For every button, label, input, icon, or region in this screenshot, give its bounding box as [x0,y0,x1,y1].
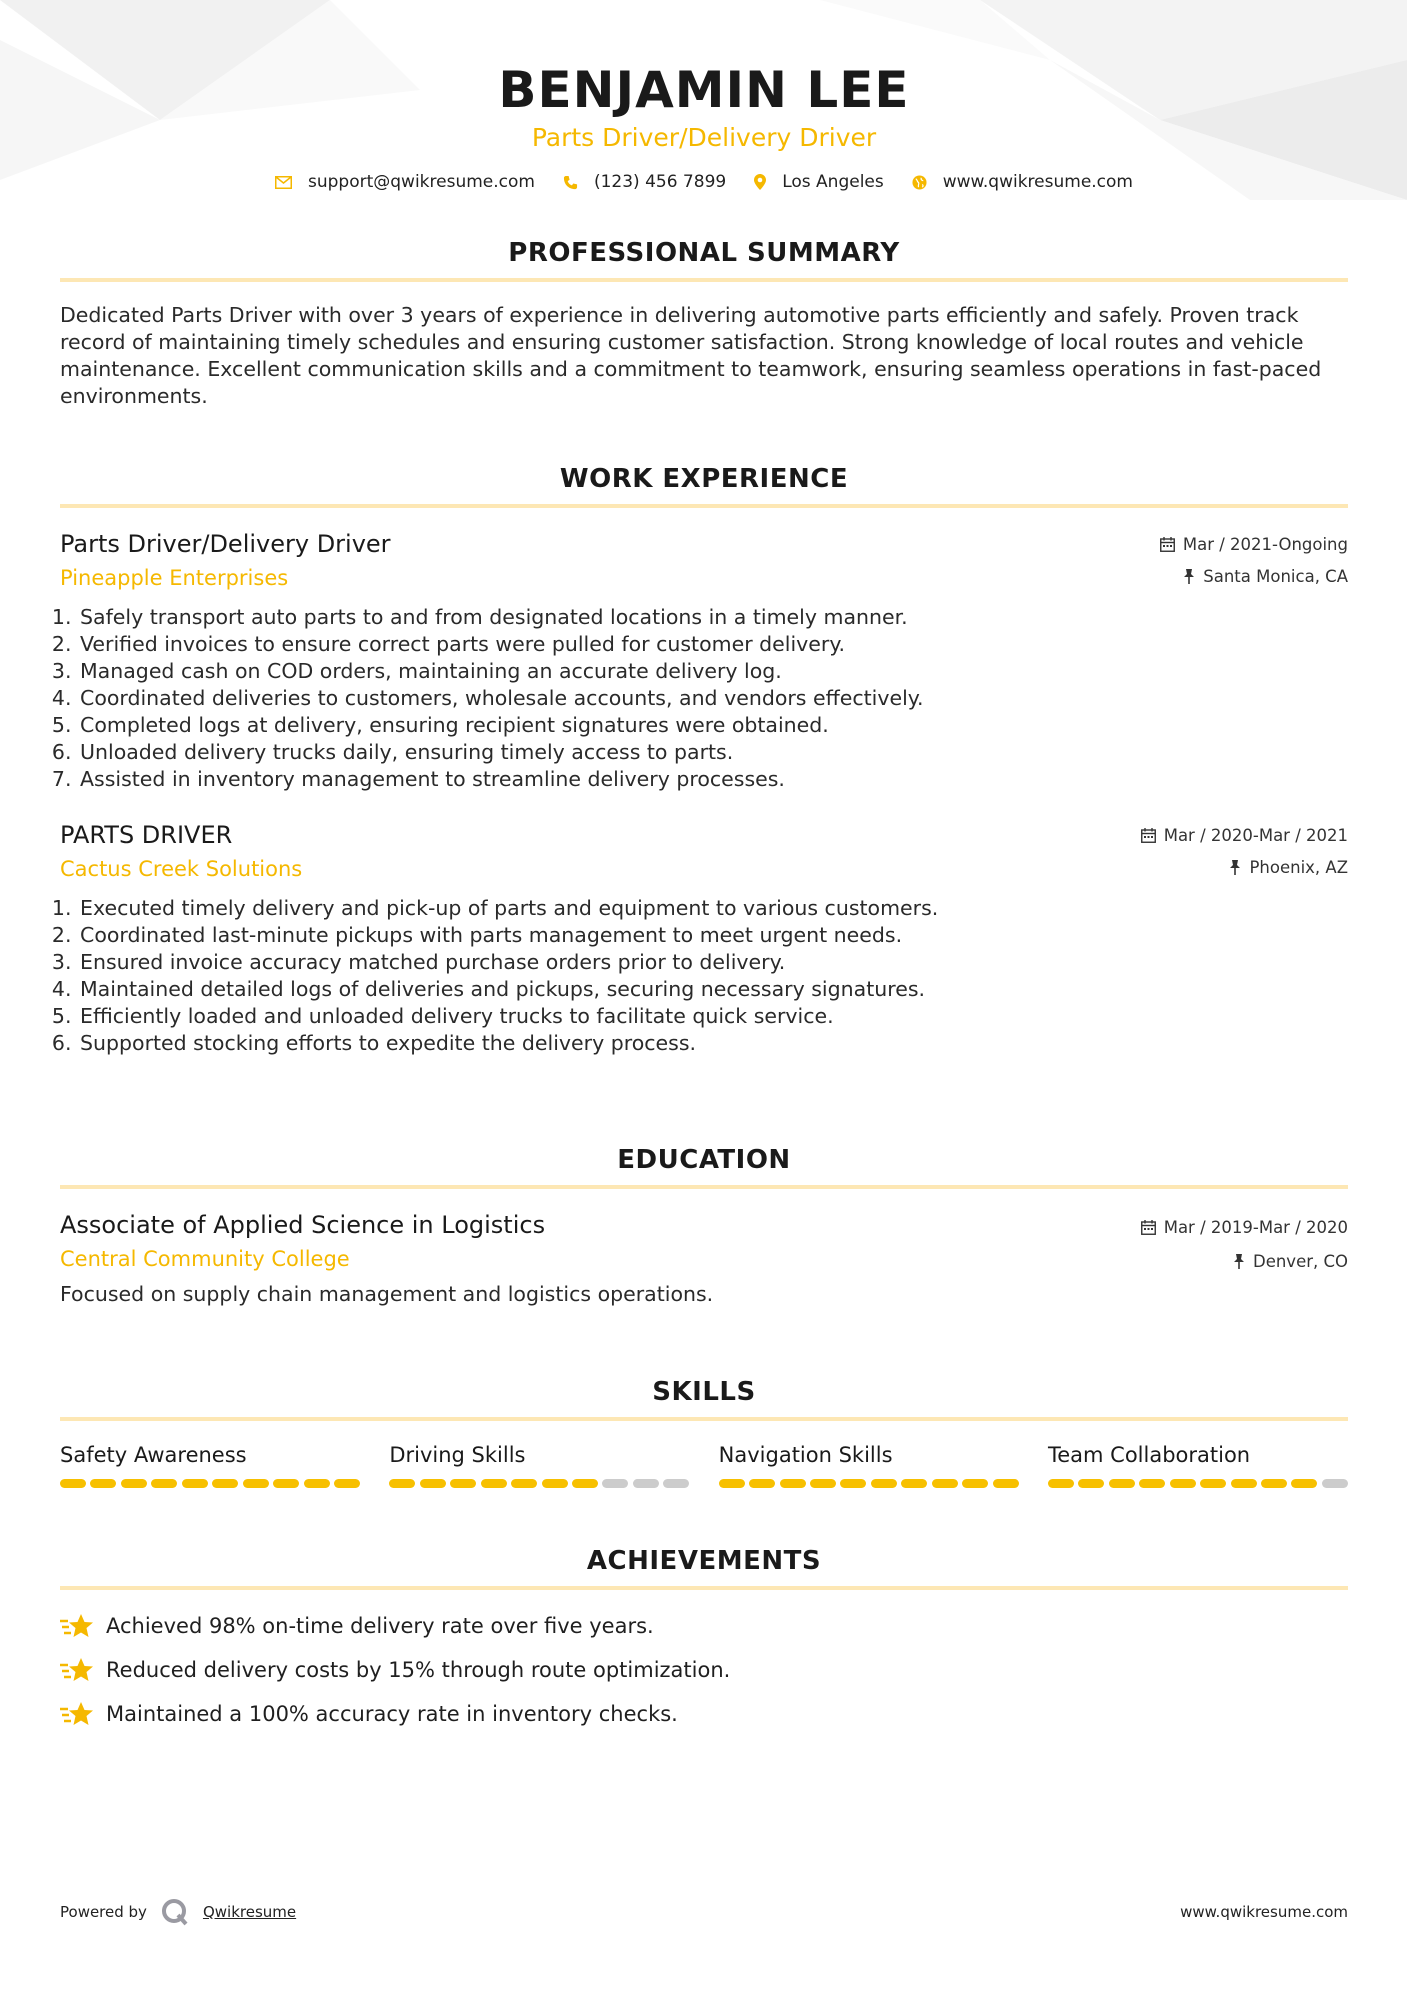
education-dates: Mar / 2019-Mar / 2020 [1163,1217,1348,1237]
candidate-title: Parts Driver/Delivery Driver [531,123,877,152]
experience-divider [60,504,1348,508]
skill-dot-filled [121,1479,147,1488]
skills-list [60,1441,1348,1488]
skill-dot-filled [212,1479,238,1488]
contact-website[interactable] [912,172,1133,192]
skill-name: Driving Skills [389,1443,526,1467]
skill-dot-filled [511,1479,537,1488]
job-dates: Mar / 2021-Ongoing [1182,534,1348,554]
job-meta [1141,819,1348,883]
job-entry [60,819,1348,1057]
company-name: Pineapple Enterprises [60,566,289,590]
resume-header [60,0,1348,192]
achievement-item [60,1604,1348,1648]
skill-dot-filled [151,1479,177,1488]
resume-page [60,0,1348,1726]
contact-phone[interactable] [563,172,726,192]
location-text: Los Angeles [782,172,884,192]
skill-name: Safety Awareness [60,1443,247,1467]
achievements-section [60,1544,1348,1736]
skill-dot-filled [1291,1479,1317,1488]
achievement-text: Maintained a 100% accuracy rate in inventory checks. [106,1702,678,1726]
phone-text: (123) 456 7899 [593,172,727,192]
school-name: Central Community College [60,1247,350,1271]
responsibility-item: 7. Assisted in inventory management to streamline delivery processes. [78,766,1348,793]
skill-dot-filled [60,1479,86,1488]
candidate-name: BENJAMIN LEE [498,61,910,119]
education-heading: EDUCATION [617,1145,791,1175]
skill-dot-filled [450,1479,476,1488]
skill-rating [389,1479,689,1488]
skill-dot-filled [1170,1479,1196,1488]
skill-dot-filled [389,1479,415,1488]
calendar-icon [1141,828,1156,843]
powered-by [60,1898,296,1926]
star-icon [60,1612,94,1640]
skill-dot-filled [1231,1479,1257,1488]
envelope-icon [275,176,292,189]
skill-dot-filled [749,1479,775,1488]
skill-rating [60,1479,360,1488]
skill-dot-filled [932,1479,958,1488]
pushpin-icon [1183,569,1195,584]
skill-dot-filled [993,1479,1019,1488]
degree-title: Associate of Applied Science in Logistics [60,1211,546,1239]
pushpin-icon [1229,860,1241,875]
pushpin-icon [1233,1254,1245,1269]
skill-item [1048,1441,1348,1488]
responsibility-item: 2. Coordinated last-minute pickups with parts management to meet urgent needs. [78,922,1348,949]
responsibility-item: 4. Coordinated deliveries to customers, wholesale accounts, and vendors effectively. [78,685,1348,712]
education-entry [60,1209,1348,1308]
achievement-item [60,1692,1348,1736]
job-title: PARTS DRIVER [60,821,233,849]
contact-bar [60,172,1348,192]
education-description: Focused on supply chain management and logistics operations. [60,1282,714,1306]
skill-dot-filled [1200,1479,1226,1488]
education-divider [60,1185,1348,1189]
responsibility-item: 3. Ensured invoice accuracy matched purchase orders prior to delivery. [78,949,1348,976]
achievements-divider [60,1586,1348,1590]
star-icon [60,1656,94,1684]
responsibility-item: 3. Managed cash on COD orders, maintaining an accurate delivery log. [78,658,1348,685]
skill-dot-filled [1048,1479,1074,1488]
page-footer [60,1898,1348,1926]
job-location: Phoenix, AZ [1249,857,1348,877]
skills-divider [60,1417,1348,1421]
skills-heading: SKILLS [652,1377,756,1407]
phone-icon [563,175,578,190]
summary-divider [60,278,1348,282]
skill-dot-empty [1322,1479,1348,1488]
summary-text: Dedicated Parts Driver with over 3 years of experience in delivering automotive parts efficiently and safely. Proven track record of maintaining timely schedules and ensuring customer satisfaction. Strong knowledge of local routes and vehicle maintenance. Excellent communication skills and a commitment to teamwork, ensuring seamless operations in fast-paced environments. [60,303,1322,408]
skill-dot-filled [243,1479,269,1488]
skill-item [60,1441,360,1488]
skill-dot-filled [1078,1479,1104,1488]
skill-dot-filled [719,1479,745,1488]
contact-email[interactable] [275,172,535,192]
skill-dot-filled [1261,1479,1287,1488]
skill-dot-filled [871,1479,897,1488]
footer-url[interactable]: www.qwikresume.com [1180,1903,1348,1921]
skill-dot-filled [1139,1479,1165,1488]
achievement-item [60,1648,1348,1692]
job-meta [1160,528,1348,592]
responsibility-item: 6. Supported stocking efforts to expedite the delivery process. [78,1030,1348,1057]
achievements-list [60,1604,1348,1736]
qwikresume-logo-icon [161,1898,189,1926]
skills-section [60,1375,1348,1488]
skill-name: Navigation Skills [718,1443,893,1467]
responsibility-item: 5. Completed logs at delivery, ensuring recipient signatures were obtained. [78,712,1348,739]
skill-rating [719,1479,1019,1488]
responsibility-item: 1. Executed timely delivery and pick-up of parts and equipment to various customers. [78,895,1348,922]
skill-dot-filled [420,1479,446,1488]
skill-dot-filled [780,1479,806,1488]
job-title: Parts Driver/Delivery Driver [60,530,391,558]
map-pin-icon [754,174,766,190]
achievements-heading: ACHIEVEMENTS [586,1546,822,1576]
skill-dot-filled [334,1479,360,1488]
company-name: Cactus Creek Solutions [60,857,303,881]
achievement-text: Reduced delivery costs by 15% through route optimization. [106,1658,731,1682]
education-meta [1141,1209,1348,1277]
responsibility-item: 4. Maintained detailed logs of deliveries and pickups, securing necessary signatures. [78,976,1348,1003]
summary-section [60,236,1348,410]
job-location: Santa Monica, CA [1203,566,1348,586]
calendar-icon [1160,537,1175,552]
skill-dot-filled [182,1479,208,1488]
skill-name: Team Collaboration [1047,1443,1251,1467]
globe-icon [912,175,927,190]
skill-dot-empty [663,1479,689,1488]
job-entry [60,528,1348,793]
star-icon [60,1700,94,1728]
job-responsibilities [60,604,1348,793]
skill-dot-filled [1109,1479,1135,1488]
experience-section [60,462,1348,1057]
skill-dot-filled [542,1479,568,1488]
skill-dot-filled [304,1479,330,1488]
skill-rating [1048,1479,1348,1488]
powered-by-label: Powered by [60,1903,147,1921]
responsibility-item: 2. Verified invoices to ensure correct parts were pulled for customer delivery. [78,631,1348,658]
contact-location [754,172,884,192]
skill-dot-filled [481,1479,507,1488]
education-location: Denver, CO [1252,1251,1348,1271]
calendar-icon [1141,1220,1156,1235]
responsibility-item: 5. Efficiently loaded and unloaded delivery trucks to facilitate quick service. [78,1003,1348,1030]
skill-dot-filled [273,1479,299,1488]
skill-dot-empty [602,1479,628,1488]
website-text: www.qwikresume.com [942,172,1133,192]
responsibility-item: 6. Unloaded delivery trucks daily, ensuring timely access to parts. [78,739,1348,766]
summary-heading: PROFESSIONAL SUMMARY [508,238,900,268]
skill-dot-filled [90,1479,116,1488]
skill-dot-filled [810,1479,836,1488]
responsibility-item: 1. Safely transport auto parts to and from designated locations in a timely manner. [78,604,1348,631]
skill-item [389,1441,689,1488]
job-responsibilities [60,895,1348,1057]
skill-dot-empty [633,1479,659,1488]
skill-dot-filled [572,1479,598,1488]
skill-dot-filled [962,1479,988,1488]
skill-dot-filled [840,1479,866,1488]
brand-link[interactable]: Qwikresume [202,1903,297,1921]
email-text: support@qwikresume.com [308,172,535,192]
job-dates: Mar / 2020-Mar / 2021 [1163,825,1348,845]
achievement-text: Achieved 98% on-time delivery rate over five years. [106,1614,654,1638]
skill-item [719,1441,1019,1488]
skill-dot-filled [901,1479,927,1488]
experience-heading: WORK EXPERIENCE [559,464,849,494]
education-section [60,1143,1348,1308]
